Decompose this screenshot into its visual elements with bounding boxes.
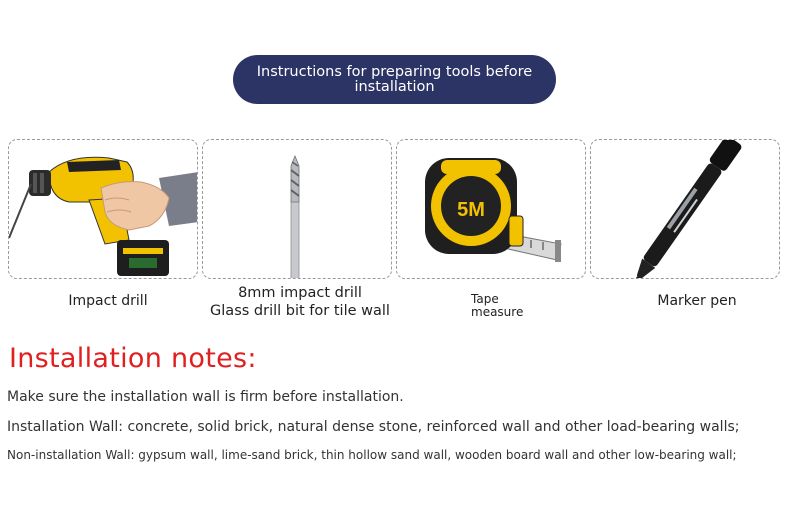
- banner-text: Instructions for preparing tools before installation: [256, 63, 533, 95]
- marker-pen-label: Marker pen: [657, 293, 737, 309]
- tape-5m-label: 5M: [457, 199, 485, 221]
- impact-drill-card: [8, 139, 198, 279]
- tools-banner: [233, 55, 556, 104]
- marker-pen-card: [590, 139, 780, 279]
- note-line-firm-wall: Make sure the installation wall is firm before installation.: [7, 389, 404, 405]
- tape-measure-card: [396, 139, 586, 279]
- drill-bit-card: [202, 139, 392, 279]
- drill-bit-label: [208, 284, 392, 320]
- drill-bit-icon: [203, 140, 392, 279]
- note-line-installation-wall: Installation Wall: concrete, solid brick, natural dense stone, reinforced wall and other load-bearing walls;: [7, 419, 740, 435]
- notes-title: Installation notes:: [9, 343, 257, 374]
- drill-bit-label-line2: Glass drill bit for tile wall: [210, 303, 390, 319]
- marker-pen-icon: [591, 140, 780, 279]
- drill-bit-label-line1: 8mm impact drill: [238, 285, 362, 301]
- tape-measure-icon: [397, 140, 586, 279]
- tape-measure-label-line1: Tape: [471, 292, 499, 306]
- impact-drill-label: Impact drill: [68, 293, 148, 309]
- note-line-non-installation-wall: Non-installation Wall: gypsum wall, lime-sand brick, thin hollow sand wall, wooden board wall and other low-bearing wall;: [7, 448, 737, 462]
- tape-measure-label-line2: measure: [471, 305, 524, 319]
- impact-drill-icon: [9, 140, 198, 279]
- tape-measure-label: [471, 293, 523, 319]
